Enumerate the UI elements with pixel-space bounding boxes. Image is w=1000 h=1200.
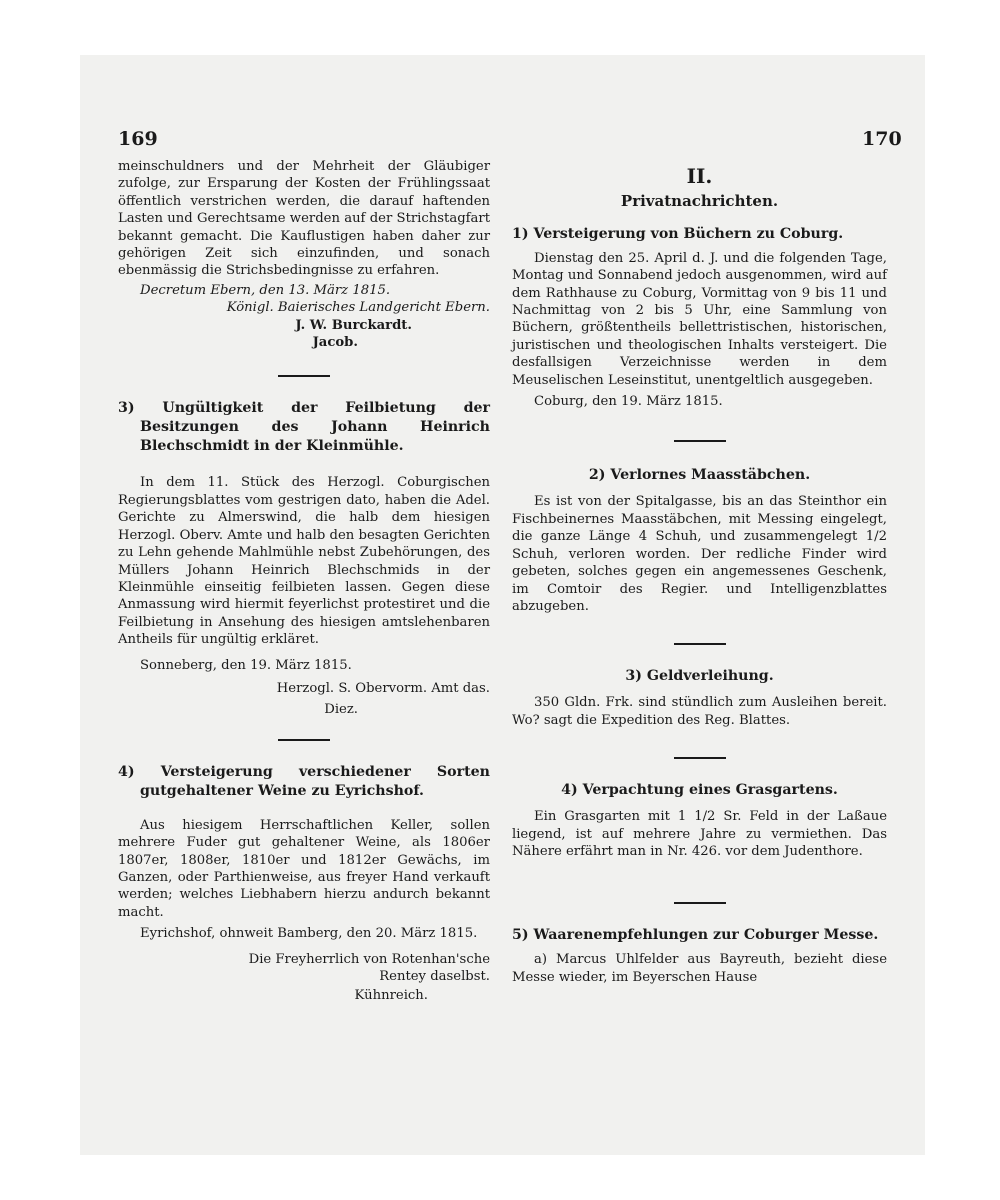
section-roman-numeral: II. [686,164,713,188]
separator-rule [674,440,726,442]
right-column [512,158,887,986]
section-4-signature-kuehnreich: Kühnreich. [354,988,428,1004]
private-1-place-date: Coburg, den 19. März 1815. [534,394,723,410]
page-number-left: 169 [118,128,158,150]
section-3-heading: 3) Ungültigkeit der Feilbietung der Besitzungen des Johann Heinrich Blechschmidt in der Kleinmühle. [118,400,490,455]
section-4-place-date: Eyrichshof, ohnweit Bamberg, den 20. März 1815. [140,926,478,942]
separator-rule [674,757,726,759]
private-2-text: Es ist von der Spitalgasse, bis an das Steinthor ein Fischbeinernes Maasstäbchen, mit Messing eingelegt, die ganze Länge 4 Schuh, und zusammengelegt 1/2 Schuh, verloren worden. Der redliche Finder wird gebeten, solches gegen ein angemessenes Geschenk, im Comtoir des Regier. und Intelligenzblattes abzugeben. [512,494,887,614]
section-3-signature-office: Herzogl. S. Obervorm. Amt das. [276,680,490,696]
section-title: Privatnachrichten. [620,192,779,211]
section-3-signature-diez: Diez. [324,702,358,718]
section-3-text: In dem 11. Stück des Herzogl. Coburgischen Regierungsblattes vom gestrigen dato, haben die Adel. Gerichte zu Almerswind, die halb dem hiesigen Herzogl. Oberv. Amte und halb den besagten Gerichten zu Lehn gehende Mahlmühle nebst Zubehörungen, des Müllers Johann Heinrich Blechschmids in der Kleinmühle einseitig feilbieten lassen. Gegen diese Anmassung wird hiermit feyerlichst protestiret und die Feilbietung in Ansehung des hiesigen amtslehenbaren Antheils für ungültig erkläret. [118,475,490,648]
section-4-heading: 4) Versteigerung verschiedener Sorten gutgehaltener Weine zu Eyrichshof. [118,763,490,799]
private-3-text: 350 Gldn. Frk. sind stündlich zum Ausleihen bereit. Wo? sagt die Expedition des Reg. Blattes. [512,695,887,728]
section-3-place-date: Sonneberg, den 19. März 1815. [140,657,352,673]
continued-notice-text: meinschuldners und der Mehrheit der Gläubiger zufolge, zur Ersparung der Kosten der Frühlingssaat öffentlich verstrichen werden, die darauf haftenden Lasten und Gerechtsame werden auf der Strichstagfart bekannt gemacht. Die Kauflustigen haben daher zur gehörigen Zeit sich einzufinden, und sonach ebenmässig die Strichsbedingnisse zu erfahren. [118,159,490,279]
private-4-text: Ein Grasgarten mit 1 1/2 Sr. Feld in der Laßaue liegend, ist auf mehrere Jahre zu vermiethen. Das Nähere erfährt man in Nr. 426. vor dem Judenthore. [512,809,887,859]
section-4-signature-rentey: Die Freyherrlich von Rotenhan'sche Rentey daselbst. [248,951,490,984]
decretum-line: Decretum Ebern, den 13. März 1815. [140,282,391,298]
private-1-heading: 1) Versteigerung von Büchern zu Coburg. [512,225,844,242]
private-3-heading: 3) Geldverleihung. [625,668,774,685]
private-4-heading: 4) Verpachtung eines Grasgartens. [561,782,838,799]
separator-rule [278,375,330,377]
private-5-text: a) Marcus Uhlfelder aus Bayreuth, bezieht diese Messe wieder, im Beyerschen Hause [512,952,887,985]
page-number-right: 170 [862,128,902,150]
signature-burckardt: J. W. Burckardt. [295,317,412,333]
separator-rule [674,902,726,904]
section-4-text: Aus hiesigem Herrschaftlichen Keller, sollen mehrere Fuder gut gehaltener Weine, als 1806er 1807er, 1808er, 1810er und 1812er Gewächs, im Ganzen, oder Parthienweise, aus freyer Hand verkauft werden; welches Liebhabern hierzu andurch bekannt macht. [118,817,490,920]
private-2-heading: 2) Verlornes Maasstäbchen. [588,467,811,484]
separator-rule [674,643,726,645]
left-column [118,158,490,1005]
signature-jacob: Jacob. [312,335,358,351]
private-1-text: Dienstag den 25. April d. J. und die folgenden Tage, Montag und Sonnabend jedoch ausgenommen, wird auf dem Rathhause zu Coburg, Vormittag von 9 bis 11 und Nachmittag von 2 bis 5 Uhr, eine Sammlung von Büchern, größtentheils bellettristischen, historischen, juristischen und theologischen Inhalts versteigert. Die desfallsigen Verzeichnisse werden in dem Meuselischen Leseinstitut, unentgeltlich ausgegeben. [512,250,887,388]
private-5-heading: 5) Waarenempfehlungen zur Coburger Messe. [512,927,879,944]
separator-rule [278,739,330,741]
court-signature: Königl. Baierisches Landgericht Ebern. [226,300,490,316]
